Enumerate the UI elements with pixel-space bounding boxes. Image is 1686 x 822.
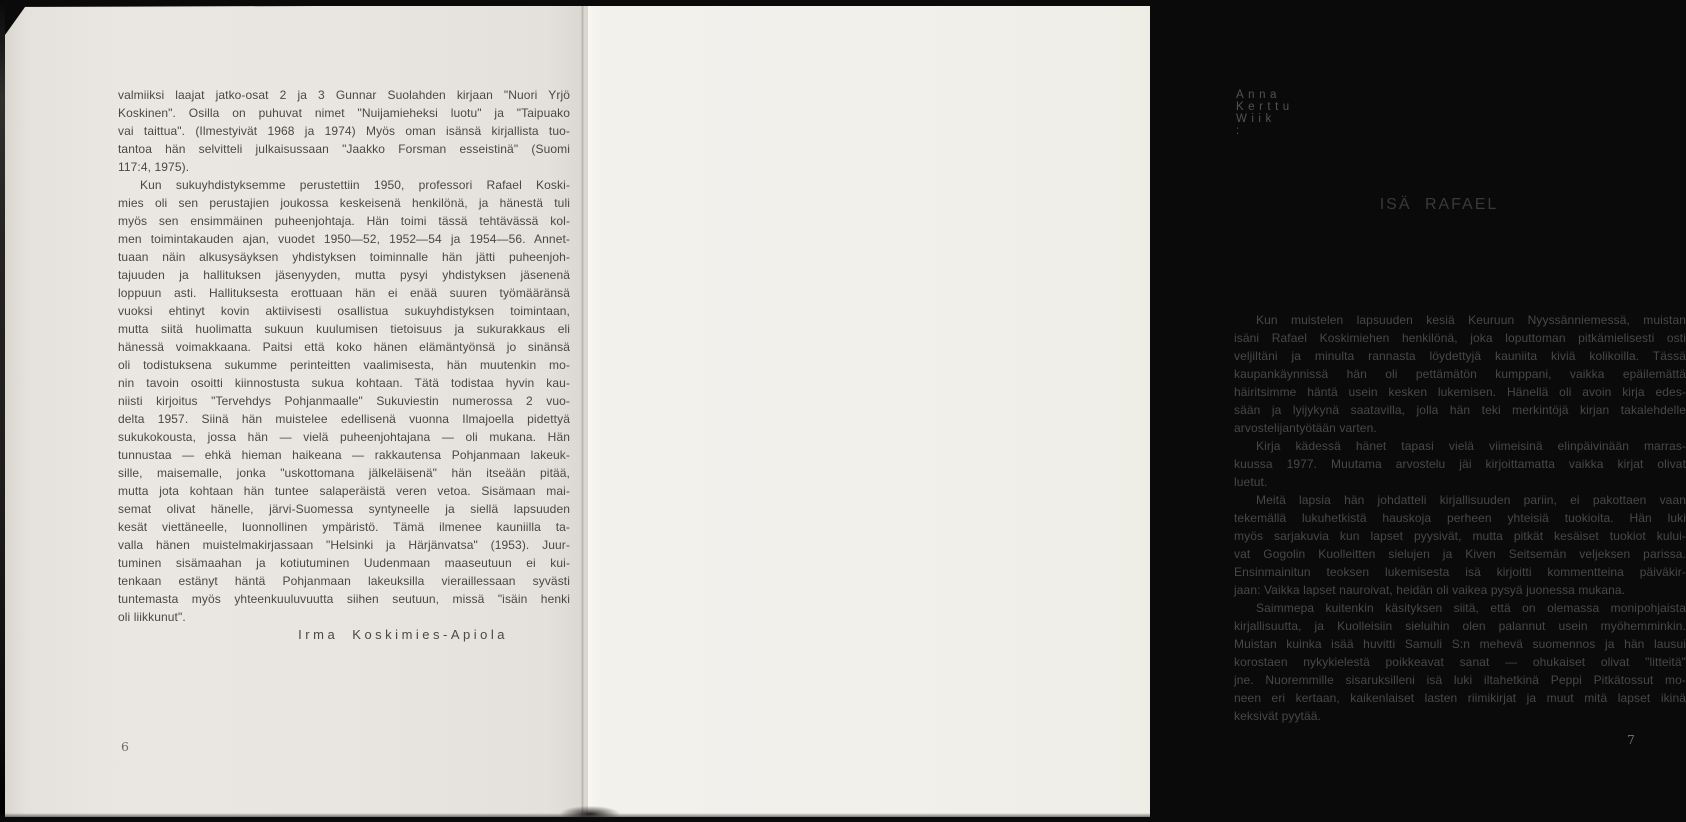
text-line: kaupankäynnissä hän oli pettämätön kumppani, vaikka epäilemättä xyxy=(1234,367,1686,381)
text-line: men toimintakauden ajan, vuodet 1950—52, 1952—54 ja 1954—56. Annet- xyxy=(118,232,570,246)
text-line: tantoa hän selvitteli julkaisussaan "Jaakko Forsman esseistinä" (Suomi xyxy=(118,142,570,156)
page-number-left: 6 xyxy=(121,739,129,754)
text-line: tuaan näin alkusysäyksen yhdistyksen toiminnalle hän jätti puheenjoh- xyxy=(118,250,570,264)
text-line: semat olivat hänelle, järvi-Suomessa syntyneelle ja siellä lapsuuden xyxy=(118,502,570,516)
text-line: mies oli sen perustajien joukossa keskeisenä henkilönä, ja hänestä tuli xyxy=(118,196,570,210)
text-line: myös sen ensimmäinen puheenjohtaja. Hän toimi tässä tehtävässä kol- xyxy=(118,214,570,228)
text-line: mutta siitä huolimatta sukuun kuulumisen tietoisuus ja sukurakkaus eli xyxy=(118,322,570,336)
left-page-text-block xyxy=(118,86,570,626)
text-line: Kun muistelen lapsuuden kesiä Keuruun Nyyssänniemessä, muistan xyxy=(1256,313,1686,327)
chapter-author-line: Anna Kerttu Wiik : xyxy=(1236,89,1294,137)
right-page-text-block xyxy=(1234,311,1686,725)
text-line: sille, maisemalle, jonka "uskottomana jälkeläisenä" hän itseään pitää, xyxy=(118,466,570,480)
text-line: tekemällä lukuhetkistä hauskoja perheen yhteisiä tuokioita. Hän luki xyxy=(1234,511,1686,525)
text-line: luetut. xyxy=(1234,475,1268,489)
text-line: mutta jota kohtaan hän tuntee salaperäistä veren vetoa. Sisämaan mai- xyxy=(118,484,570,498)
text-line: kirjallisuutta, ja Kuolleisiin sieluihin olen palannut usein myöhemminkin. xyxy=(1234,619,1686,633)
signature-author-name: Irma Koskimies-Apiola xyxy=(298,627,508,642)
text-line: myös sarjakuvia kun lapset pyysivät, mutta pitkät kesäiset tuokiot kului- xyxy=(1234,529,1686,543)
page-number-right: 7 xyxy=(1627,732,1635,747)
text-line: Ensinmainitun teoksen lukemisesta isä kirjoitti kommentteina päiväkir- xyxy=(1234,565,1686,579)
text-line: häiritsimme häntä usein kesken lukemisen. Hänellä oli avoin kirja edes- xyxy=(1234,385,1686,399)
gutter-crease xyxy=(581,6,584,817)
scan-edge-bottom xyxy=(0,813,1150,817)
chapter-title: ISÄ RAFAEL xyxy=(1379,196,1499,213)
text-line: kuussa 1977. Muutama arvostelu jäi kirjoittamatta vaikka kirjat olivat xyxy=(1234,457,1686,471)
text-line: isäni Rafael Koskimiehen henkilönä, joka loputtoman pitkämielisesti osti xyxy=(1234,331,1686,345)
text-line: jne. Nuoremmille sisaruksilleni isä luki iltahetkinä Peppi Pitkätossut mo- xyxy=(1234,673,1686,687)
text-line: delta 1957. Siinä hän muistelee edellisenä vuonna Ilmajoella pidettyä xyxy=(118,412,570,426)
text-line: Kirja kädessä hänet tapasi vielä viimeisinä elinpäivinään marras- xyxy=(1256,439,1686,453)
text-line: veljiltäni ja minulta rannasta löydettyjä kauniita kiviä kolikoilla. Tässä xyxy=(1234,349,1686,363)
text-line: nin tavoin osoitti kiinnostusta sukua kohtaan. Tätä todistaa hyvin kau- xyxy=(118,376,570,390)
text-line: niisti kirjoitus "Tervehdys Pohjanmaalle" Sukuviestin numerossa 2 vuo- xyxy=(118,394,570,408)
text-line: tenkaan estänyt häntä Pohjanmaan lakeuksilla vieraillessaan syvästi xyxy=(118,574,570,588)
text-line: Saimmepa kuitenkin käsityksen siitä, että on olemassa monipohjaista xyxy=(1256,601,1686,615)
text-line: jaan: Vaikka lapset nauroivat, heidän oli vaikea pysyä juonessa mukana. xyxy=(1234,583,1626,597)
text-line: oli liikkunut". xyxy=(118,610,186,624)
text-line: hänessä voimakkaana. Paitsi että koko hänen elämäntyönsä jo sinänsä xyxy=(118,340,570,354)
text-line: tuntemasta myös yhteenkuuluvuutta siihen seutuun, missä "isäin henki xyxy=(118,592,570,606)
text-line: vai taittua". (Ilmestyivät 1968 ja 1974) Myös oman isänsä kirjallista tuo- xyxy=(118,124,570,138)
text-line: keksivät pyytää. xyxy=(1234,709,1321,723)
text-line: kesät viettäneelle, luonnollinen ympäristö. Tämä ilmenee kauniilla ta- xyxy=(118,520,570,534)
text-line: oli todistuksena sukumme perinteitten vaalimisesta, hän muutenkin mo- xyxy=(118,358,570,372)
text-line: korostaen nykykielestä poikkeavat sanat — ohukaiset olivat "litteitä" xyxy=(1234,655,1686,669)
left-page xyxy=(5,6,588,817)
scan-edge-left xyxy=(0,0,5,817)
text-line: tajuuden ja hallituksen jäsenyyden, mutta pysyi yhdistyksen jäsenenä xyxy=(118,268,570,282)
text-line: tuminen sisämaahan ja kotiutuminen Uudenmaan maaseutuun ei kui- xyxy=(118,556,570,570)
text-line: vuoksi ehtinyt kovin aktiivisesti osallistua sukuyhdistyksen toimintaan, xyxy=(118,304,570,318)
text-line: valmiiksi laajat jatko-osat 2 ja 3 Gunnar Suolahden kirjaan "Nuori Yrjö xyxy=(118,88,570,102)
text-line: neen eri kertaan, kaikenlaiset lasten riimikirjat ja muut mitä lapset ikinä xyxy=(1234,691,1686,705)
text-line: loppuun asti. Hallituksesta erottuaan hän ei enää suuren työmääränsä xyxy=(118,286,570,300)
text-line: Kun sukuyhdistyksemme perustettiin 1950, professori Rafael Koski- xyxy=(140,178,570,192)
text-line: arvostelijantyötään varten. xyxy=(1234,421,1377,435)
text-line: tunnustaa — ehkä hieman haikeana — rakkautensa Pohjanmaan lakeuk- xyxy=(118,448,570,462)
text-line: valla hänen muistelmakirjassaan "Helsinki ja Härjänvatsa" (1953). Juur- xyxy=(118,538,570,552)
text-line: Meitä lapsia hän johdatteli kirjallisuuden pariin, ei pakottaen vaan xyxy=(1256,493,1686,507)
text-line: Muistan kuinka isää huvitti Samuli S:n mehevä suomennos ja hän lausui xyxy=(1234,637,1686,651)
text-line: sukukokousta, jossa hän — vielä puheenjohtajana — oli mukana. Hän xyxy=(118,430,570,444)
text-line: 117:4, 1975). xyxy=(118,160,190,174)
text-line: sään ja lyijykynä saatavilla, jolla hän teki merkintöjä kirjan takalehdelle xyxy=(1234,403,1686,417)
right-page xyxy=(588,6,1686,817)
text-line: vat Gogolin Kuolleitten sielujen ja Kiven Seitsemän veljeksen parissa. xyxy=(1234,547,1686,561)
text-line: Koskinen". Osilla on puhuvat nimet "Nuijamieheksi luotu" ja "Taipuako xyxy=(118,106,570,120)
